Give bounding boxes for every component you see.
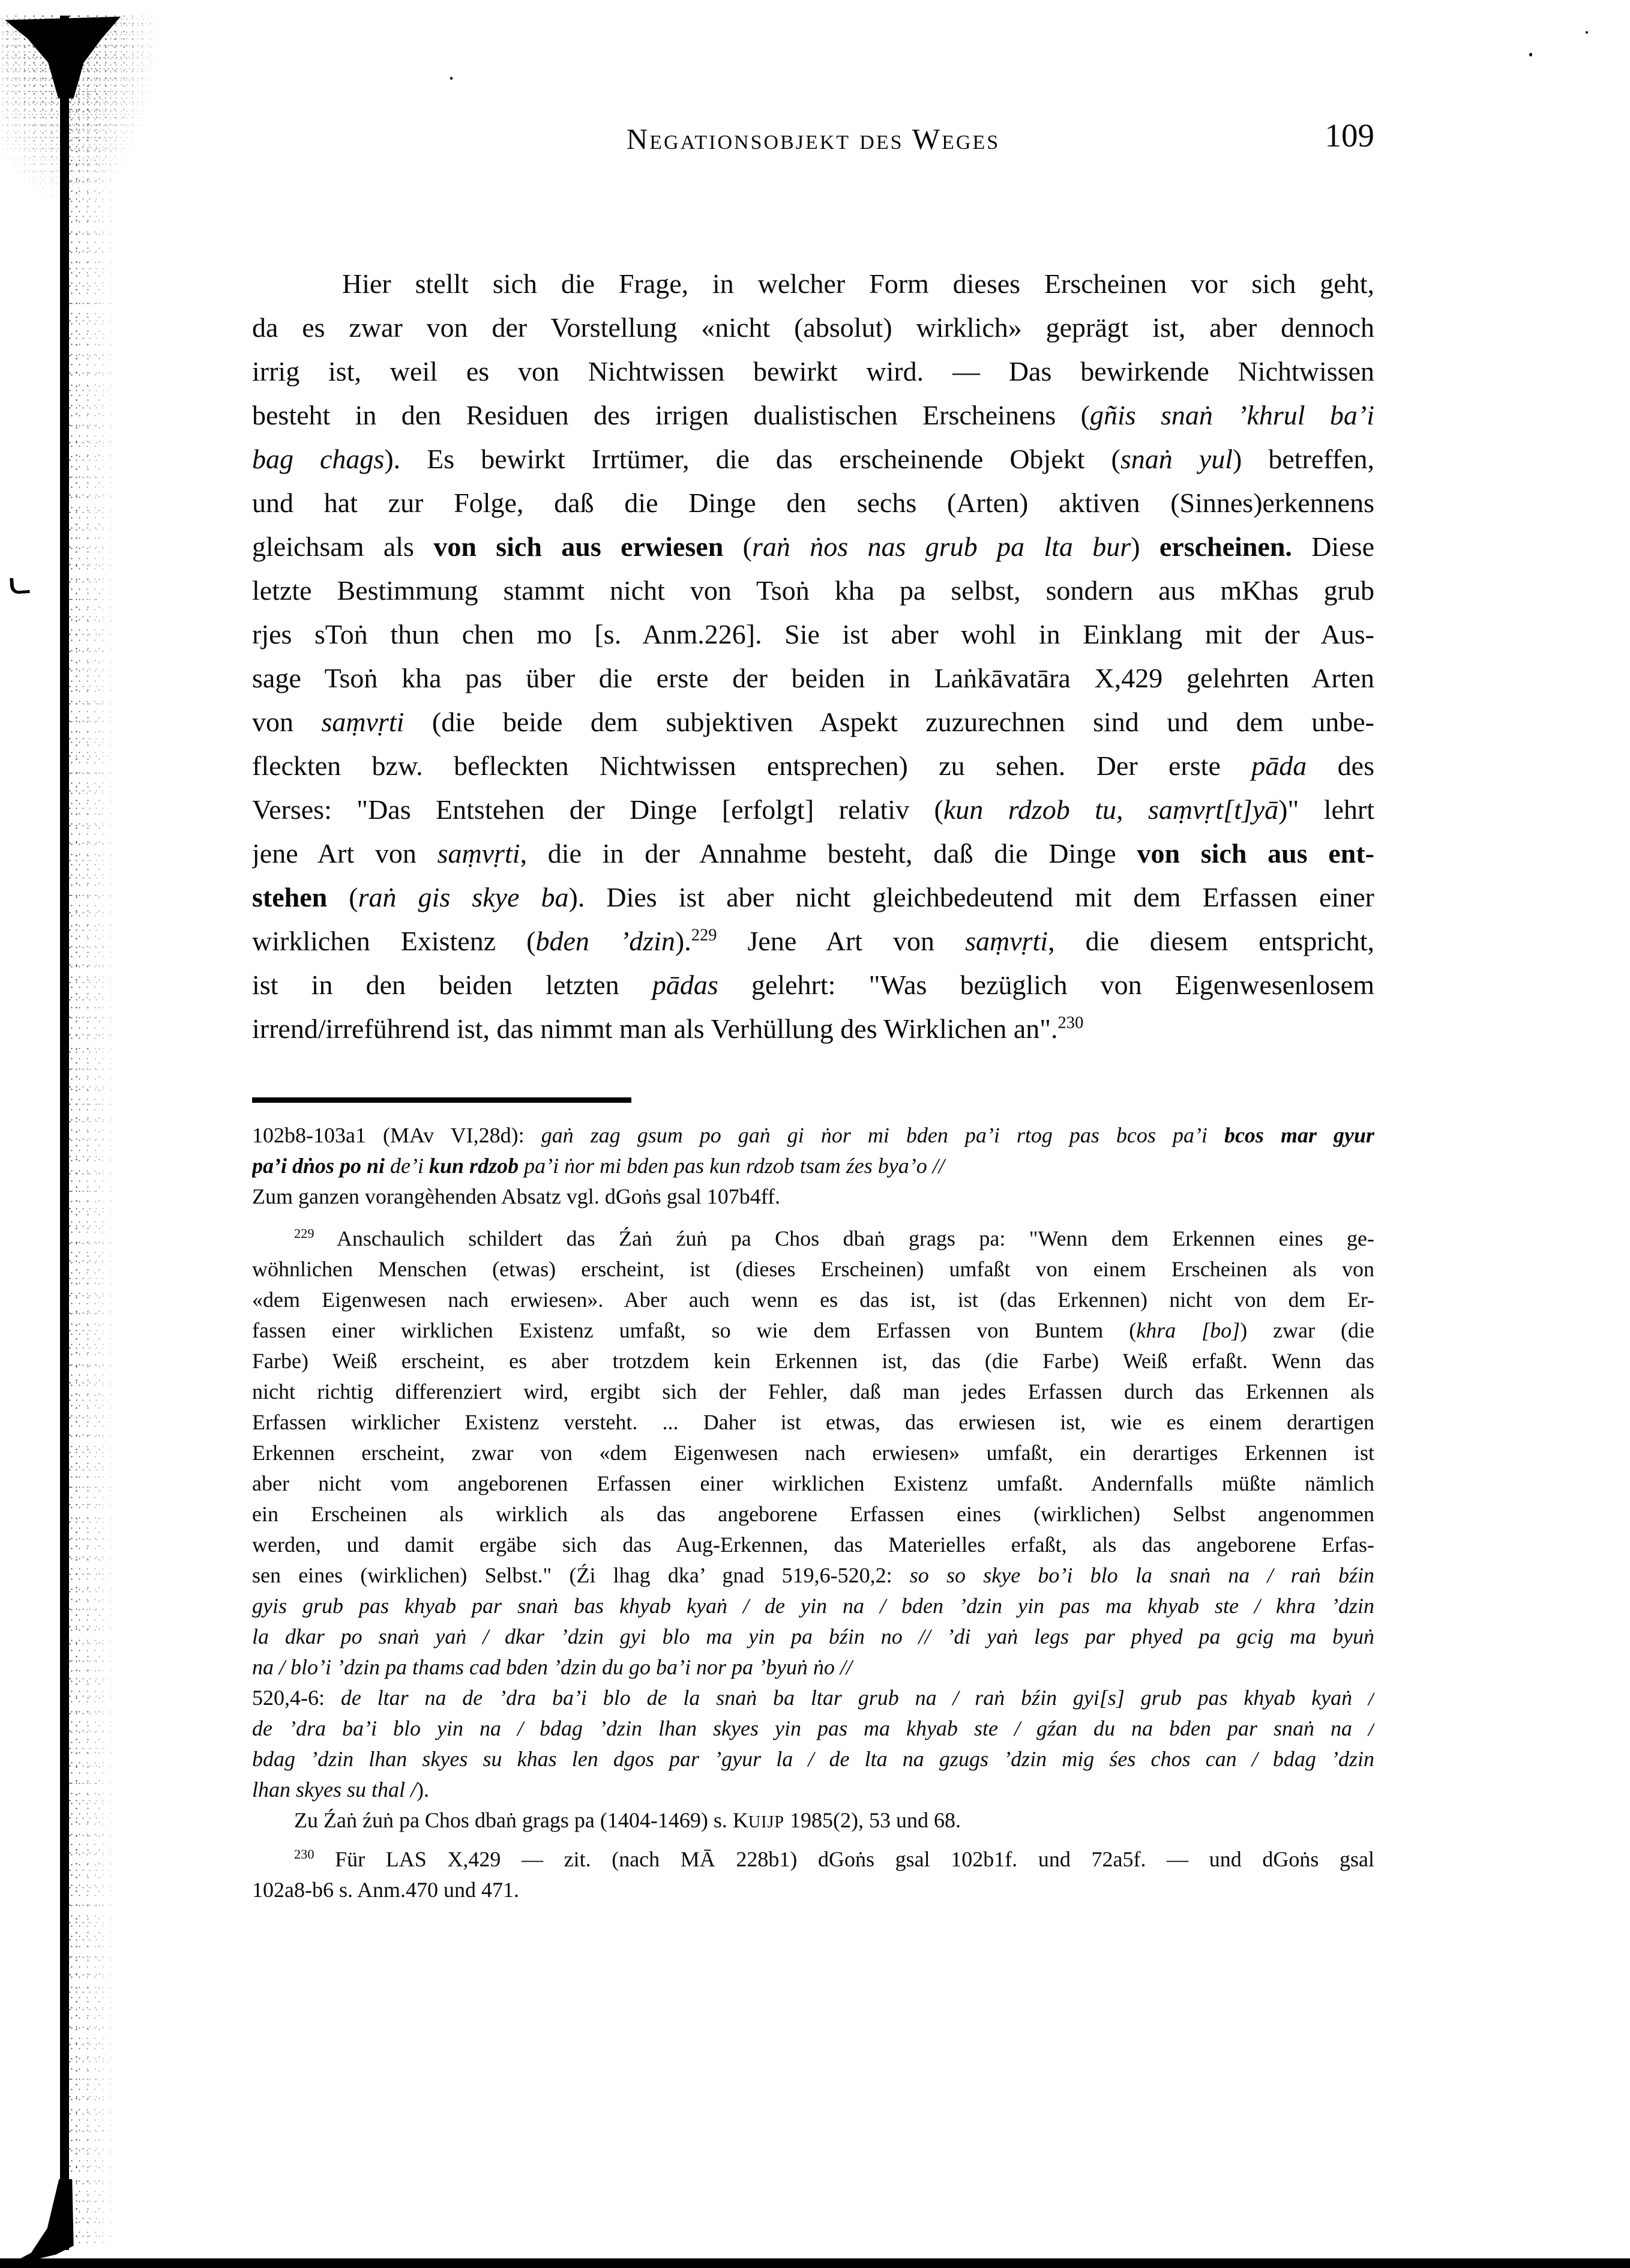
text-run: (die beide dem subjektiven Aspekt zuzurechnen sind und dem unbe-: [404, 707, 1374, 737]
text-run: saṃvṛti: [437, 838, 520, 869]
text-run: nicht richtig differenziert wird, ergibt sich der Fehler, daß man jedes Erfassen durch das Erkennen als: [252, 1380, 1374, 1404]
text-run: ) betreffen,: [1233, 444, 1374, 474]
text-line: [252, 1683, 1374, 1713]
text-run: ist in den beiden letzten: [252, 970, 652, 1000]
text-run: so so skye bo’i blo la snaṅ na / raṅ bźin: [909, 1563, 1374, 1587]
text-run: werden, und damit ergäbe sich das Aug-Erkennen, das Materielles erfaßt, als das angeborene Erfas-: [252, 1533, 1374, 1557]
page-number: 109: [1325, 117, 1374, 154]
text-run: stehen: [252, 882, 328, 912]
text-run: wirklichen Existenz (: [252, 926, 536, 956]
text-run: bag chags: [252, 444, 385, 474]
text-run: ): [1131, 531, 1159, 562]
text-line: [252, 919, 1374, 963]
text-line: [252, 875, 1374, 919]
text-run: pāda: [1251, 750, 1307, 781]
text-run: bcos mar gyur: [1224, 1123, 1374, 1147]
text-run: lhan skyes su thal /: [252, 1778, 417, 1802]
text-run: la dkar po snaṅ yaṅ / dkar ’dzin gyi blo ma yin pa bźin no // ’di yaṅ legs par phyed pa gcig ma byuṅ: [252, 1624, 1374, 1648]
running-head: [252, 118, 1374, 160]
text-run: wöhnlichen Menschen (etwas) erscheint, ist (dieses Erscheinen) umfaßt von einem Erscheinen als von: [252, 1257, 1374, 1281]
text-line: [252, 1438, 1374, 1468]
text-line: [252, 393, 1374, 437]
text-line: [252, 1254, 1374, 1285]
text-run: des: [1307, 750, 1374, 781]
text-run: de ltar na de ’dra ba’i blo de la snaṅ ba ltar grub na / raṅ bźin gyi[s] grub pas khyab kyaṅ /: [340, 1686, 1374, 1710]
gutter-foot-blotch: [5, 2179, 78, 2267]
footnote-marker: 229: [294, 1226, 314, 1241]
text-run: kun rdzob: [429, 1154, 525, 1178]
text-line: [252, 569, 1374, 612]
text-run: )" lehrt: [1278, 794, 1374, 825]
text-run: Anschaulich schildert das Źaṅ źuṅ pa Chos dbaṅ grags pa: "Wenn dem Erkennen eines ge-: [314, 1226, 1374, 1250]
text-run: khra [bo]: [1136, 1318, 1241, 1342]
text-run: 102a8-b6 s. Anm.470 und 471.: [252, 1878, 519, 1902]
text-run: 102b8-103a1 (MAv VI,28d):: [252, 1123, 541, 1147]
text-run: bden ’dzin: [535, 926, 675, 956]
text-line: [252, 1713, 1374, 1744]
text-run: letzte Bestimmung stammt nicht von Tsoṅ kha pa selbst, sondern aus mKhas grub: [252, 575, 1374, 606]
text-line: [252, 1151, 1374, 1181]
text-run: ).: [416, 1778, 429, 1802]
text-run: , die in der Annahme besteht, daß die Dinge: [520, 838, 1137, 869]
scan-speck: [1529, 53, 1532, 56]
text-run: gleichsam als: [252, 531, 434, 562]
text-run: (: [723, 531, 752, 562]
text-run: ). Es bewirkt Irrtümer, die das erscheinende Objekt (: [384, 444, 1120, 474]
text-run: gñis snaṅ ’khrul ba’i: [1089, 400, 1374, 430]
text-run: Zum ganzen vorangèhenden Absatz vgl. dGoṅs gsal 107b4ff.: [252, 1184, 781, 1208]
gutter-noise-column: [68, 84, 122, 2248]
text-run: gelehrt: "Was bezüglich von Eigenwesenlosem: [718, 970, 1374, 1000]
text-line: [252, 1805, 1374, 1836]
text-line: [252, 1223, 1374, 1254]
footnote-marker: 229: [691, 926, 717, 945]
text-line: [252, 1377, 1374, 1407]
text-line: [252, 656, 1374, 700]
text-run: ) zwar (die: [1240, 1318, 1374, 1342]
text-run: Zu Źaṅ źuṅ pa Chos dbaṅ grags pa (1404-1469) s. K: [294, 1808, 748, 1832]
text-run: gyis grub pas khyab par snaṅ bas khyab kyaṅ / de yin na / bden ’dzin yin pas ma khyab ste / khra ’dzin: [252, 1594, 1374, 1618]
text-run: snaṅ yul: [1120, 444, 1233, 474]
text-line: [252, 1007, 1374, 1051]
text-line: [252, 1875, 1374, 1905]
text-line: [252, 1120, 1374, 1151]
text-run: rjes sToṅ thun chen mo [s. Anm.226]. Sie ist aber wohl in Einklang mit der Aus-: [252, 619, 1374, 650]
text-run: Verses: "Das Entstehen der Dinge [erfolgt] relativ (: [252, 794, 943, 825]
text-run: da es zwar von der Vorstellung «nicht (absolut) wirklich» geprägt ist, aber dennoch: [252, 312, 1374, 343]
text-line: [252, 1499, 1374, 1530]
bottom-scan-band: [0, 2258, 1630, 2268]
text-run: saṃvṛti: [965, 926, 1048, 956]
footnote-marker: 230: [1057, 1013, 1084, 1033]
text-run: 1985(2), 53 und 68.: [784, 1808, 961, 1832]
text-run: ). Dies ist aber nicht gleichbedeutend mit dem Erfassen einer: [568, 882, 1374, 912]
text-run: pa’i ṅor mi bden pas kun rdzob tsam źes bya’o //: [524, 1154, 945, 1178]
text-run: kun rdzob tu, saṃvṛt[t]yā: [943, 794, 1279, 825]
text-line: [252, 831, 1374, 875]
text-line: [252, 788, 1374, 831]
footnote-marker: 230: [294, 1847, 314, 1862]
text-line: [252, 1652, 1374, 1683]
text-run: sage Tsoṅ kha pas über die erste der beiden in Laṅkāvatāra X,429 gelehrten Arten: [252, 663, 1374, 693]
text-run: erscheinen.: [1159, 531, 1292, 562]
text-line: [252, 1621, 1374, 1652]
text-run: und hat zur Folge, daß die Dinge den sechs (Arten) aktiven (Sinnes)erkennens: [252, 487, 1374, 518]
text-line: [252, 1775, 1374, 1805]
text-run: gaṅ zag gsum po gaṅ gi ṅor mi bden pa’i rtog pas bcos pa’i: [541, 1123, 1224, 1147]
text-line: [252, 1181, 1374, 1212]
text-run: Farbe) Weiß erscheint, es aber trotzdem kein Erkennen ist, das (die Farbe) Weiß erfaßt. Wenn das: [252, 1349, 1374, 1373]
text-line: [252, 1560, 1374, 1591]
text-run: sen eines (wirklichen) Selbst." (Źi lhag dka’ gnad 519,6-520,2:: [252, 1563, 910, 1587]
text-run: Hier stellt sich die Frage, in welcher Form dieses Erscheinen vor sich geht,: [342, 268, 1374, 299]
text-run: pa’i dṅos po ni: [252, 1154, 391, 1178]
text-run: von sich aus erwiesen: [433, 531, 724, 562]
text-run: ).: [675, 926, 691, 956]
text-line: [252, 1468, 1374, 1499]
text-run: fassen einer wirklichen Existenz umfaßt, so wie dem Erfassen von Buntem (: [252, 1318, 1137, 1342]
footnote-separator-rule: [252, 1097, 631, 1103]
body-paragraph: [252, 262, 1374, 1051]
text-line: [252, 1591, 1374, 1621]
text-run: Erkennen erscheint, zwar von «dem Eigenwesen nach erwiesen» umfaßt, ein derartiges Erkennen ist: [252, 1441, 1374, 1465]
text-line: [252, 349, 1374, 393]
text-run: (: [327, 882, 358, 912]
footnote-230: [252, 1844, 1374, 1905]
text-run: fleckten bzw. befleckten Nichtwissen entsprechen) zu sehen. Der erste: [252, 750, 1252, 781]
text-run: Diese: [1292, 531, 1374, 562]
text-line: [252, 744, 1374, 788]
margin-hook-mark: [10, 577, 30, 594]
text-run: besteht in den Residuen des irrigen dualistischen Erscheinens (: [252, 400, 1090, 430]
footnote-continuation: [252, 1120, 1374, 1212]
text-run: na / blo’i ’dzin pa thams cad bden ’dzin du go ba’i nor pa ’byuṅ ṅo //: [252, 1655, 852, 1679]
text-line: [252, 481, 1374, 525]
text-line: [252, 1407, 1374, 1438]
text-line: [252, 1744, 1374, 1775]
footnote-229: [252, 1223, 1374, 1836]
text-line: [252, 1346, 1374, 1377]
text-line: [252, 963, 1374, 1007]
text-line: [252, 525, 1374, 569]
text-line: [252, 612, 1374, 656]
text-line: [252, 437, 1374, 481]
text-run: de’i: [390, 1154, 430, 1178]
text-run: jene Art von: [252, 838, 438, 869]
text-run: raṅ ṅos nas grub pa lta bur: [751, 531, 1131, 562]
page-title: Negationsobjekt des Weges: [626, 122, 1000, 155]
text-line: [252, 1285, 1374, 1315]
text-run: saṃvṛti: [321, 707, 404, 737]
text-run: ein Erscheinen als wirklich als das angeborene Erfassen eines (wirklichen) Selbst angenommen: [252, 1502, 1374, 1526]
text-line: [252, 1844, 1374, 1875]
text-line: [252, 1315, 1374, 1346]
text-run: Erfassen wirklicher Existenz versteht. ... Daher ist etwas, das erwiesen ist, wie es einem derartigen: [252, 1410, 1374, 1434]
text-run: Für LAS X,429 — zit. (nach MĀ 228b1) dGoṅs gsal 102b1f. und 72a5f. — und dGoṅs gsal: [314, 1847, 1374, 1871]
text-run: raṅ gis skye ba: [358, 882, 569, 912]
text-line: [252, 262, 1374, 306]
text-run: von sich aus ent-: [1137, 838, 1374, 869]
text-run: bdag ’dzin lhan skyes su khas len dgos par ’gyur la / de lta na gzugs ’dzin mig śes chos can / bdag ’dzin: [252, 1747, 1374, 1771]
text-run: UIJP: [748, 1813, 785, 1832]
text-line: [252, 700, 1374, 744]
scan-speck: [450, 77, 453, 80]
text-run: 520,4-6:: [252, 1686, 341, 1710]
text-run: pādas: [652, 970, 718, 1000]
text-run: , die diesem entspricht,: [1048, 926, 1374, 956]
scan-speck: [1586, 31, 1588, 34]
text-line: [252, 1530, 1374, 1560]
text-line: [252, 306, 1374, 349]
text-run: Jene Art von: [717, 926, 966, 956]
text-run: de ’dra ba’i blo yin na / bdag ’dzin lhan skyes yin pas ma khyab ste / gźan du na bden par snaṅ na /: [252, 1716, 1374, 1740]
text-run: von: [252, 707, 322, 737]
text-run: «dem Eigenwesen nach erwiesen». Aber auch wenn es das ist, ist (das Erkennen) nicht von dem Er-: [252, 1288, 1374, 1312]
text-run: irrig ist, weil es von Nichtwissen bewirkt wird. — Das bewirkende Nichtwissen: [252, 356, 1374, 387]
text-run: aber nicht vom angeborenen Erfassen einer wirklichen Existenz umfaßt. Andernfalls müßte nämlich: [252, 1471, 1374, 1495]
text-run: irrend/irreführend ist, das nimmt man als Verhüllung des Wirklichen an".: [252, 1013, 1058, 1044]
